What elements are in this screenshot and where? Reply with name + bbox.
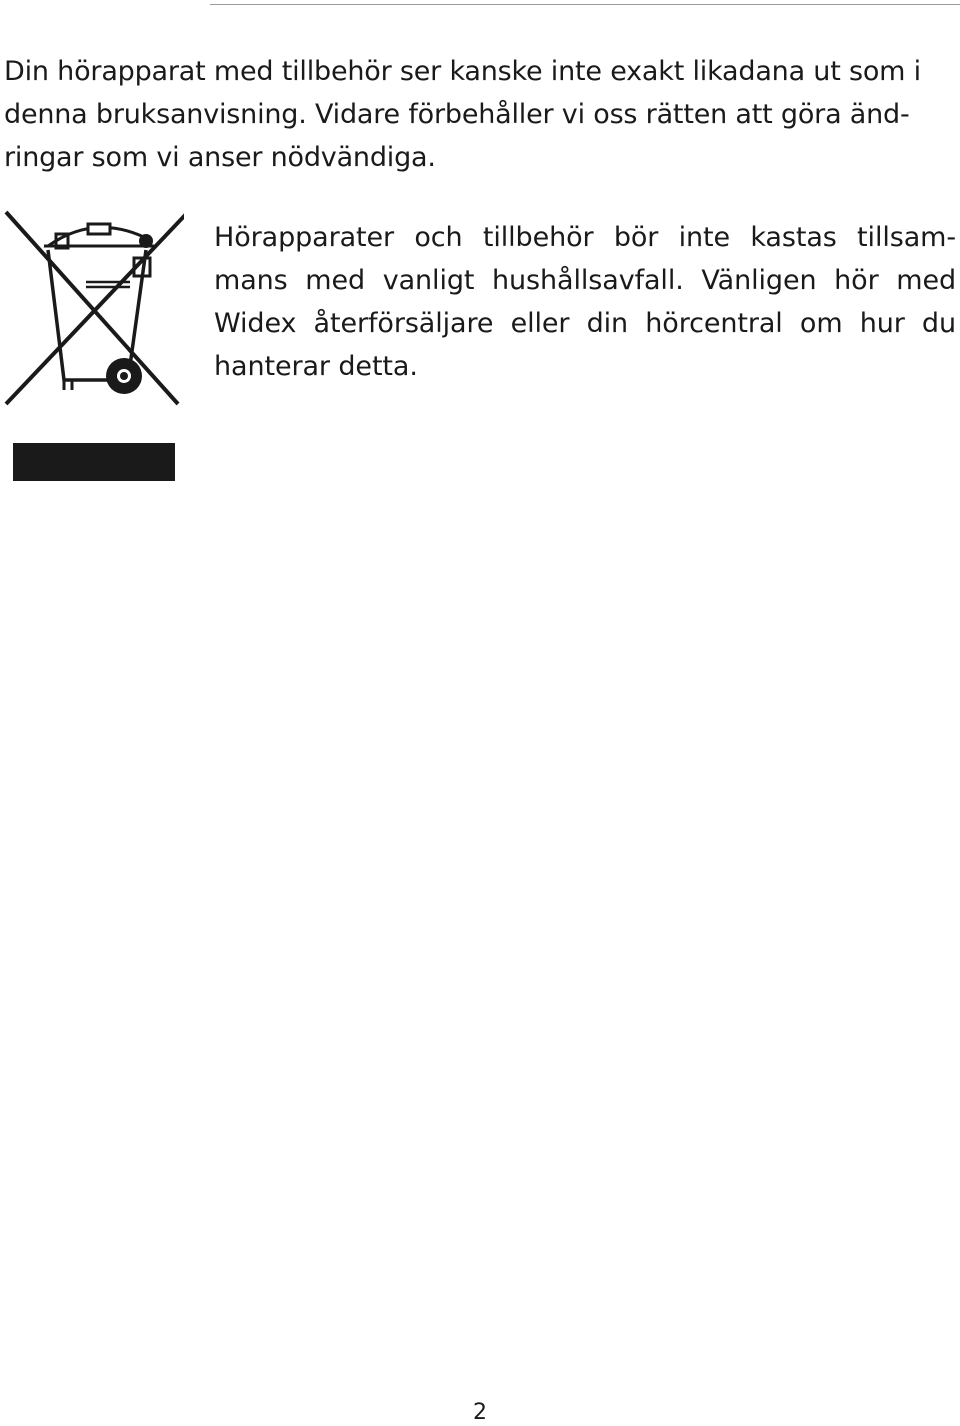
intro-line: denna bruksanvisning. Vidare förbehåller vi oss rätten att göra änd-	[4, 99, 910, 130]
intro-line: ringar som vi anser nödvändiga.	[4, 142, 436, 173]
page-number: 2	[473, 1400, 487, 1425]
disposal-line: Widex återförsäljare eller din hörcentral om hur du	[214, 308, 956, 339]
intro-paragraph	[4, 50, 954, 179]
weee-underline-bar	[13, 443, 175, 481]
disposal-line: Hörapparater och tillbehör bör inte kastas tillsam-	[214, 222, 956, 253]
disposal-line: mans med vanligt hushållsavfall. Vänligen hör med	[214, 265, 956, 296]
disposal-line: hanterar detta.	[214, 351, 418, 382]
header-rule	[210, 4, 960, 5]
crossed-out-wheeled-bin-icon	[4, 208, 184, 408]
intro-line: Din hörapparat med tillbehör ser kanske inte exakt likadana ut som i	[4, 56, 921, 87]
disposal-paragraph	[214, 216, 956, 388]
